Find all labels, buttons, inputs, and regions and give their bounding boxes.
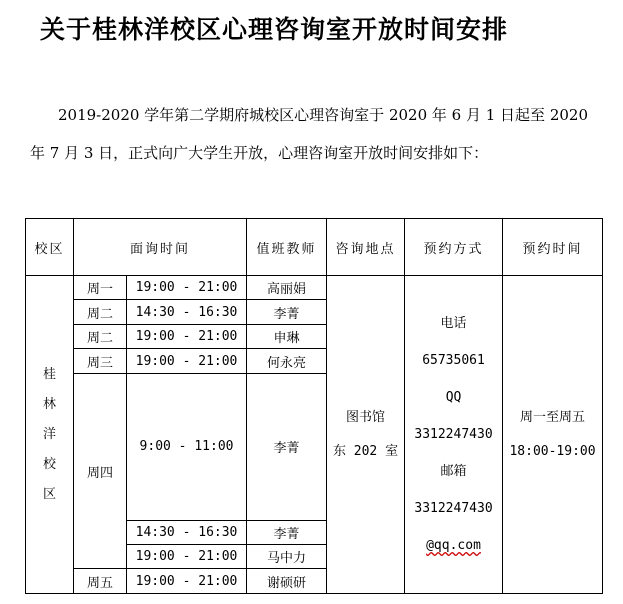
header-campus: 校区: [26, 219, 74, 276]
time-cell: 9:00 - 11:00: [127, 373, 247, 520]
table-row: [26, 276, 603, 300]
teacher-cell: 马中力: [247, 545, 327, 569]
header-booking-time: 预约时间: [503, 219, 603, 276]
booking-time-cell: [503, 276, 603, 594]
day-cell: 周二: [74, 300, 127, 324]
time-cell: 19:00 - 21:00: [127, 569, 247, 594]
schedule-table: [25, 218, 603, 594]
teacher-cell: 谢硕研: [247, 569, 327, 594]
teacher-cell: 高丽娟: [247, 276, 327, 300]
time-cell: 19:00 - 21:00: [127, 324, 247, 348]
campus-name: 桂林洋校区: [42, 366, 56, 502]
intro-paragraph: [30, 96, 590, 172]
teacher-cell: 李菁: [247, 520, 327, 544]
header-time: 面询时间: [74, 219, 247, 276]
teacher-cell: 李菁: [247, 373, 327, 520]
day-cell: 周一: [74, 276, 127, 300]
time-cell: 19:00 - 21:00: [127, 349, 247, 373]
teacher-cell: 申琳: [247, 324, 327, 348]
intro-text: 2019-2020 学年第二学期府城校区心理咨询室于 2020 年 6 月 1 日起至 2020 年 7 月 3 日，正式向广大学生开放，心理咨询室开放时间安排如下：: [30, 106, 588, 162]
day-cell: 周四: [74, 373, 127, 569]
booking-days: 周一至周五: [520, 409, 586, 425]
email-label: 邮箱: [440, 464, 467, 479]
phone-number: 65735061: [422, 353, 485, 368]
booking-hours: 18:00-19:00: [509, 443, 596, 459]
time-cell: 14:30 - 16:30: [127, 300, 247, 324]
header-row: [26, 219, 603, 276]
header-method: 预约方式: [405, 219, 503, 276]
teacher-cell: 李菁: [247, 300, 327, 324]
email-domain: @qq.com: [426, 538, 481, 553]
teacher-cell: 何永亮: [247, 349, 327, 373]
time-cell: 19:00 - 21:00: [127, 545, 247, 569]
qq-label: QQ: [445, 390, 462, 405]
time-cell: 14:30 - 16:30: [127, 520, 247, 544]
contact-cell: [405, 276, 503, 594]
header-location: 咨询地点: [327, 219, 405, 276]
page-title: 关于桂林洋校区心理咨询室开放时间安排: [40, 15, 509, 44]
header-teacher: 值班教师: [247, 219, 327, 276]
day-cell: 周二: [74, 324, 127, 348]
qq-number: 3312247430: [414, 427, 493, 442]
day-cell: 周三: [74, 349, 127, 373]
location-line2: 东 202 室: [332, 443, 399, 459]
campus-cell: [26, 276, 74, 594]
location-cell: [327, 276, 405, 594]
email-user: 3312247430: [414, 501, 493, 516]
day-cell: 周五: [74, 569, 127, 594]
phone-label: 电话: [440, 316, 467, 331]
location-line1: 图书馆: [346, 409, 386, 425]
time-cell: 19:00 - 21:00: [127, 276, 247, 300]
